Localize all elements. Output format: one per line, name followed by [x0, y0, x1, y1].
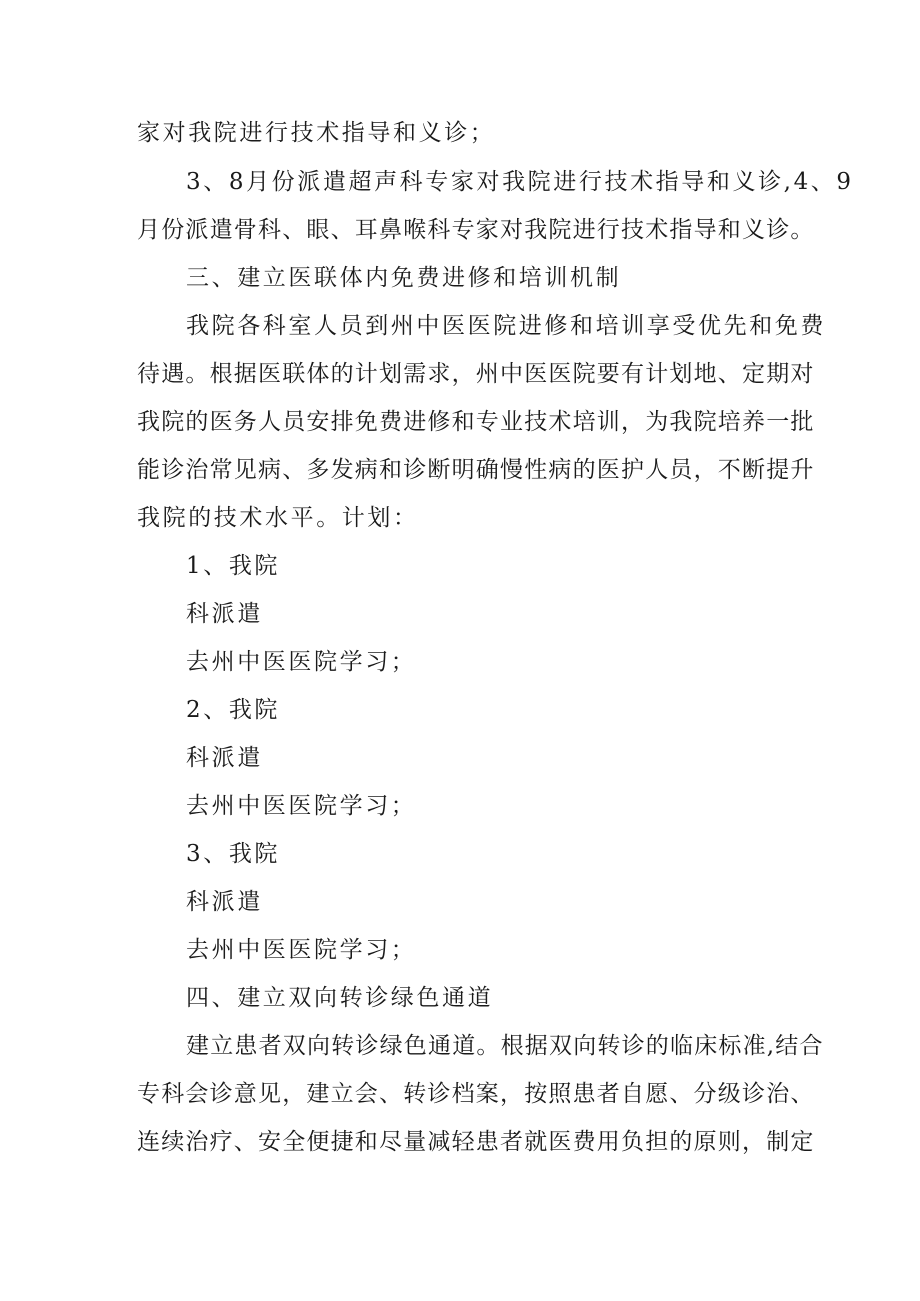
paragraph-line: 专科会诊意见，建立会、转诊档案，按照患者自愿、分级诊治、 — [137, 1081, 815, 1107]
section-heading: 三、建立医联体内免费进修和培训机制 — [186, 265, 622, 291]
paragraph-line: 能诊治常见病、多发病和诊断明确慢性病的医护人员，不断提升 — [137, 457, 815, 483]
list-item: 去州中医医院学习； — [186, 793, 417, 819]
list-item: 科派遣 — [186, 745, 263, 771]
paragraph-line: 3、8月份派遣超声科专家对我院进行技术指导和义诊,4、9 — [186, 169, 854, 195]
list-item: 3、我院 — [186, 841, 281, 867]
list-item: 科派遣 — [186, 601, 263, 627]
paragraph-line: 建立患者双向转诊绿色通道。根据双向转诊的临床标准,结合 — [186, 1033, 824, 1059]
list-item: 2、我院 — [186, 697, 281, 723]
paragraph-line: 我院的医务人员安排免费进修和专业技术培训，为我院培养一批 — [137, 409, 815, 435]
list-item: 1、我院 — [186, 553, 281, 579]
paragraph-line: 我院的技术水平。计划： — [137, 505, 419, 531]
list-item: 科派遣 — [186, 889, 263, 915]
list-item: 去州中医医院学习； — [186, 937, 417, 963]
paragraph-line: 家对我院进行技术指导和义诊； — [137, 120, 496, 146]
section-heading: 四、建立双向转诊绿色通道 — [186, 985, 494, 1011]
paragraph-line: 月份派遣骨科、眼、耳鼻喉科专家对我院进行技术指导和义诊。 — [137, 217, 815, 243]
paragraph-line: 连续治疗、安全便捷和尽量减轻患者就医费用负担的原则，制定 — [137, 1129, 815, 1155]
paragraph-line: 待遇。根据医联体的计划需求，州中医医院要有计划地、定期对 — [137, 361, 815, 387]
list-item: 去州中医医院学习； — [186, 649, 417, 675]
paragraph-line: 我院各科室人员到州中医医院进修和培训享受优先和免费 — [186, 313, 826, 339]
